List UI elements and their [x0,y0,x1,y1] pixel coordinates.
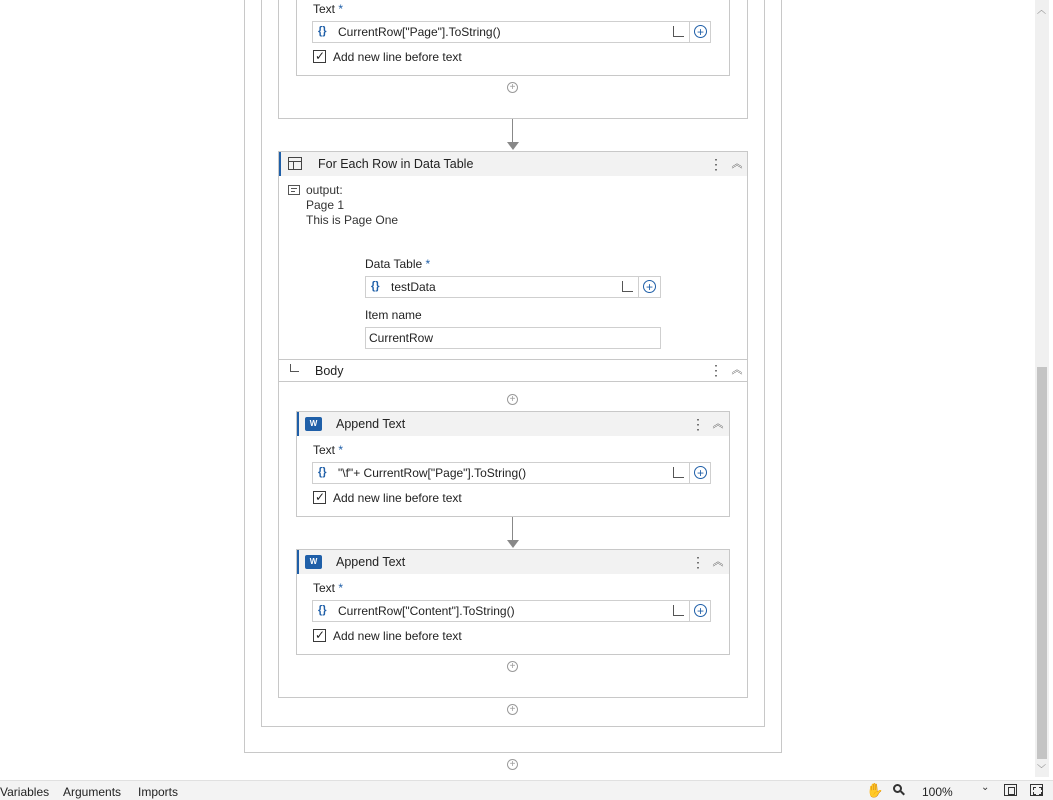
text-value: CurrentRow["Content"].ToString() [338,604,515,618]
kebab-menu-icon[interactable]: ⋮ [709,362,723,378]
text-value: "\f"+ CurrentRow["Page"].ToString() [338,466,527,480]
zoom-dropdown-chevron-icon[interactable]: ⌄ [981,782,990,793]
variables-tab[interactable]: Variables [0,785,50,799]
field-divider [689,22,690,42]
collapse-icon[interactable]: ︽ [731,158,743,170]
scroll-up-icon[interactable]: ︿ [1037,5,1047,15]
body-branch-icon [290,364,299,372]
annotation-line: Page 1 [306,198,345,212]
kebab-menu-icon[interactable]: ⋮ [709,156,723,172]
insert-activity-icon[interactable]: + [507,759,518,770]
imports-tab[interactable]: Imports [138,785,179,799]
text-label: Text * [313,443,344,457]
data-table-value: testData [391,280,436,294]
arguments-tab[interactable]: Arguments [63,785,122,799]
insert-activity-icon[interactable]: + [507,704,518,715]
checkmark-icon: ✓ [315,490,326,504]
expression-brace-icon: {} [318,466,327,478]
add-argument-icon[interactable]: + [643,280,656,293]
collapse-icon[interactable]: ︽ [712,418,724,430]
text-label: Text * [313,581,344,595]
zoom-magnifier-icon[interactable] [893,784,902,793]
body-header[interactable] [279,359,747,382]
kebab-menu-icon[interactable]: ⋮ [691,554,705,570]
checkmark-icon: ✓ [315,628,326,642]
collapse-icon[interactable]: ︽ [731,364,743,376]
for-each-title: For Each Row in Data Table [318,157,474,171]
annotation-icon [288,185,300,195]
insert-activity-icon[interactable]: + [507,394,518,405]
expression-brace-icon: {} [371,280,380,292]
scroll-down-icon[interactable]: ﹀ [1037,764,1047,774]
fit-to-screen-icon[interactable] [1004,784,1017,796]
scrollbar-thumb[interactable] [1037,367,1047,759]
annotation-line: This is Page One [306,213,399,227]
zoom-level[interactable]: 100% [922,785,953,799]
top-newline-checkbox[interactable] [313,50,326,63]
connector-arrow [512,119,513,143]
collapse-icon[interactable]: ︽ [712,556,724,568]
expand-editor-icon[interactable] [673,26,684,37]
data-table-label: Data Table * [365,257,431,271]
expression-brace-icon: {} [318,604,327,616]
top-text-label: Text * [313,2,344,16]
body-label: Body [315,364,344,378]
add-argument-icon[interactable]: + [694,466,707,479]
checkmark-icon: ✓ [315,49,326,63]
insert-activity-icon[interactable]: + [507,82,518,93]
insert-activity-icon[interactable]: + [507,661,518,672]
annotation-line: output: [306,183,343,197]
expand-editor-icon[interactable] [673,467,684,478]
add-argument-icon[interactable]: + [694,604,707,617]
word-icon: W [305,555,322,569]
top-text-value: CurrentRow["Page"].ToString() [338,25,501,39]
pan-hand-icon[interactable]: ✋ [866,782,884,798]
overview-icon[interactable] [1030,784,1043,796]
item-name-label: Item name [365,308,422,322]
connector-arrow-head [507,142,519,150]
data-table-icon [288,157,302,170]
expand-editor-icon[interactable] [673,605,684,616]
expand-editor-icon[interactable] [622,281,633,292]
expression-brace-icon: {} [318,25,327,37]
field-divider [638,277,639,297]
append-text-title: Append Text [336,555,406,569]
top-newline-label: Add new line before text [333,50,462,64]
connector-arrow [512,517,513,541]
word-icon: W [305,417,322,431]
connector-arrow-head [507,540,519,548]
field-divider [689,463,690,483]
field-divider [689,601,690,621]
append-text-title: Append Text [336,417,406,431]
newline-checkbox[interactable] [313,491,326,504]
newline-label: Add new line before text [333,629,462,643]
kebab-menu-icon[interactable]: ⋮ [691,416,705,432]
add-argument-icon[interactable]: + [694,25,707,38]
newline-checkbox[interactable] [313,629,326,642]
newline-label: Add new line before text [333,491,462,505]
item-name-value: CurrentRow [369,331,434,345]
